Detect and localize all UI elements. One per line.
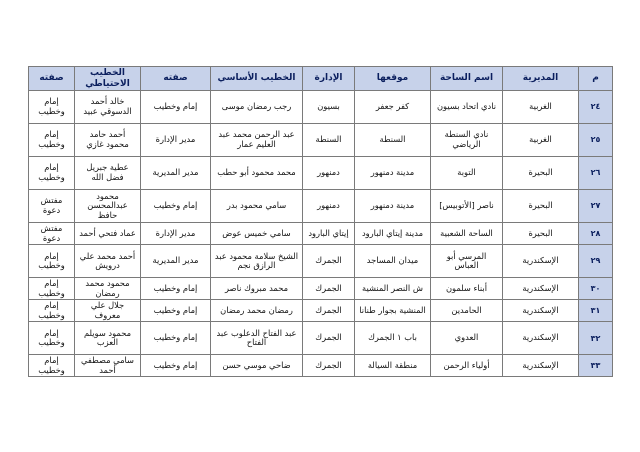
row-backup-preacher: أحمد محمد علي درويش bbox=[75, 245, 141, 278]
row-backup-title: مفتش دعوة bbox=[29, 190, 75, 223]
table-row bbox=[29, 278, 613, 300]
row-index: ٣١ bbox=[579, 300, 613, 322]
row-directorate: الإسكندرية bbox=[503, 322, 579, 355]
header-backup-preacher: الخطيب الاحتياطي bbox=[75, 67, 141, 91]
row-square-name: أبناء سلمون bbox=[431, 278, 503, 300]
row-square-name: نادي اتحاد بسيون bbox=[431, 91, 503, 124]
row-main-title: إمام وخطيب bbox=[141, 322, 211, 355]
row-backup-preacher: أحمد حامد محمود غازي bbox=[75, 124, 141, 157]
row-main-preacher: رمضان محمد رمضان bbox=[211, 300, 303, 322]
row-main-preacher: عبد الفتاح الدعلوب عبد الفتاح bbox=[211, 322, 303, 355]
row-administration: دمنهور bbox=[303, 190, 355, 223]
row-administration: الجمرك bbox=[303, 245, 355, 278]
header-row bbox=[29, 67, 613, 91]
row-administration: الجمرك bbox=[303, 322, 355, 355]
header-main-preacher: الخطيب الأساسي bbox=[211, 67, 303, 91]
row-backup-preacher: عماد فتحي أحمد bbox=[75, 223, 141, 245]
header-square-name: اسم الساحة bbox=[431, 67, 503, 91]
document-page bbox=[28, 66, 612, 377]
row-square-name: المرسي أبو العباس bbox=[431, 245, 503, 278]
row-backup-title: إمام وخطيب bbox=[29, 322, 75, 355]
row-backup-title: إمام وخطيب bbox=[29, 355, 75, 377]
row-square-name: الحامدين bbox=[431, 300, 503, 322]
row-directorate: الإسكندرية bbox=[503, 245, 579, 278]
table-row bbox=[29, 157, 613, 190]
row-main-preacher: ضاحي موسي حسن bbox=[211, 355, 303, 377]
row-index: ٣٣ bbox=[579, 355, 613, 377]
row-location: السنطة bbox=[355, 124, 431, 157]
row-administration: الجمرك bbox=[303, 278, 355, 300]
row-square-name: العدوي bbox=[431, 322, 503, 355]
row-administration: بسيون bbox=[303, 91, 355, 124]
header-directorate: المديرية bbox=[503, 67, 579, 91]
table-header bbox=[29, 67, 613, 91]
row-main-preacher: الشيخ سلامة محمود عبد الرازق نجم bbox=[211, 245, 303, 278]
row-location: كفر جعفر bbox=[355, 91, 431, 124]
table-row bbox=[29, 190, 613, 223]
table-row bbox=[29, 91, 613, 124]
table-row bbox=[29, 124, 613, 157]
row-backup-preacher: جلال علي معروف bbox=[75, 300, 141, 322]
table-row bbox=[29, 300, 613, 322]
row-backup-preacher: محمود سويلم العزب bbox=[75, 322, 141, 355]
row-backup-title: إمام وخطيب bbox=[29, 91, 75, 124]
row-main-preacher: سامي خميس عوض bbox=[211, 223, 303, 245]
row-backup-title: إمام وخطيب bbox=[29, 124, 75, 157]
row-administration: الجمرك bbox=[303, 355, 355, 377]
row-square-name: ناصر [الأتوبيس] bbox=[431, 190, 503, 223]
row-main-preacher: عبد الرحمن محمد عبد العليم عمار bbox=[211, 124, 303, 157]
row-backup-title: إمام وخطيب bbox=[29, 278, 75, 300]
row-administration: دمنهور bbox=[303, 157, 355, 190]
row-administration: إيتاي البارود bbox=[303, 223, 355, 245]
header-main-title: صفته bbox=[141, 67, 211, 91]
row-location: منطقة السيالة bbox=[355, 355, 431, 377]
table-row bbox=[29, 355, 613, 377]
row-square-name: نادي السنطة الرياضي bbox=[431, 124, 503, 157]
row-index: ٢٨ bbox=[579, 223, 613, 245]
row-directorate: الغربية bbox=[503, 124, 579, 157]
row-backup-title: إمام وخطيب bbox=[29, 300, 75, 322]
row-directorate: الغربية bbox=[503, 91, 579, 124]
row-backup-preacher: عطية جبريل فضل الله bbox=[75, 157, 141, 190]
row-square-name: أولياء الرحمن bbox=[431, 355, 503, 377]
row-directorate: البحيرة bbox=[503, 157, 579, 190]
row-index: ٢٩ bbox=[579, 245, 613, 278]
row-location: مدينة إيتاي البارود bbox=[355, 223, 431, 245]
row-directorate: الإسكندرية bbox=[503, 355, 579, 377]
row-backup-title: مفتش دعوة bbox=[29, 223, 75, 245]
row-location: ميدان المساجد bbox=[355, 245, 431, 278]
row-directorate: البحيرة bbox=[503, 190, 579, 223]
row-location: باب ١ الجمرك bbox=[355, 322, 431, 355]
table-row bbox=[29, 322, 613, 355]
row-main-title: إمام وخطيب bbox=[141, 300, 211, 322]
row-index: ٣٢ bbox=[579, 322, 613, 355]
row-administration: السنطة bbox=[303, 124, 355, 157]
row-index: ٢٤ bbox=[579, 91, 613, 124]
row-location: مدينة دمنهور bbox=[355, 190, 431, 223]
row-backup-preacher: محمود عبدالمحسن حافظ bbox=[75, 190, 141, 223]
row-backup-preacher: محمود محمد رمضان bbox=[75, 278, 141, 300]
row-main-preacher: محمد مبروك ناصر bbox=[211, 278, 303, 300]
row-main-title: إمام وخطيب bbox=[141, 190, 211, 223]
table-body bbox=[29, 91, 613, 377]
header-index: م bbox=[579, 67, 613, 91]
khatib-assignments-table bbox=[28, 66, 613, 377]
row-main-title: إمام وخطيب bbox=[141, 91, 211, 124]
row-directorate: الإسكندرية bbox=[503, 300, 579, 322]
row-main-preacher: رجب رمضان موسى bbox=[211, 91, 303, 124]
row-location: مدينة دمنهور bbox=[355, 157, 431, 190]
header-backup-title: صفته bbox=[29, 67, 75, 91]
row-main-title: مدير الإدارة bbox=[141, 223, 211, 245]
row-location: المنشية بجوار طنانا bbox=[355, 300, 431, 322]
row-backup-title: إمام وخطيب bbox=[29, 245, 75, 278]
row-index: ٢٦ bbox=[579, 157, 613, 190]
row-main-title: إمام وخطيب bbox=[141, 355, 211, 377]
header-location: موقعها bbox=[355, 67, 431, 91]
row-backup-preacher: سامي مصطفي أحمد bbox=[75, 355, 141, 377]
row-main-title: مدير المديرية bbox=[141, 157, 211, 190]
row-backup-preacher: خالد أحمد الدسوقي عبيد bbox=[75, 91, 141, 124]
row-directorate: البحيرة bbox=[503, 223, 579, 245]
row-index: ٢٧ bbox=[579, 190, 613, 223]
table-row bbox=[29, 223, 613, 245]
table-row bbox=[29, 245, 613, 278]
header-administration: الإدارة bbox=[303, 67, 355, 91]
row-index: ٢٥ bbox=[579, 124, 613, 157]
row-administration: الجمرك bbox=[303, 300, 355, 322]
row-main-preacher: سامي محمود بدر bbox=[211, 190, 303, 223]
row-main-title: إمام وخطيب bbox=[141, 278, 211, 300]
row-square-name: التوبة bbox=[431, 157, 503, 190]
row-location: ش النصر المنشية bbox=[355, 278, 431, 300]
row-main-preacher: محمد محمود أبو حطب bbox=[211, 157, 303, 190]
row-backup-title: إمام وخطيب bbox=[29, 157, 75, 190]
row-main-title: مدير المديرية bbox=[141, 245, 211, 278]
row-main-title: مدير الإدارة bbox=[141, 124, 211, 157]
row-index: ٣٠ bbox=[579, 278, 613, 300]
row-directorate: الإسكندرية bbox=[503, 278, 579, 300]
row-square-name: الساحة الشعبية bbox=[431, 223, 503, 245]
